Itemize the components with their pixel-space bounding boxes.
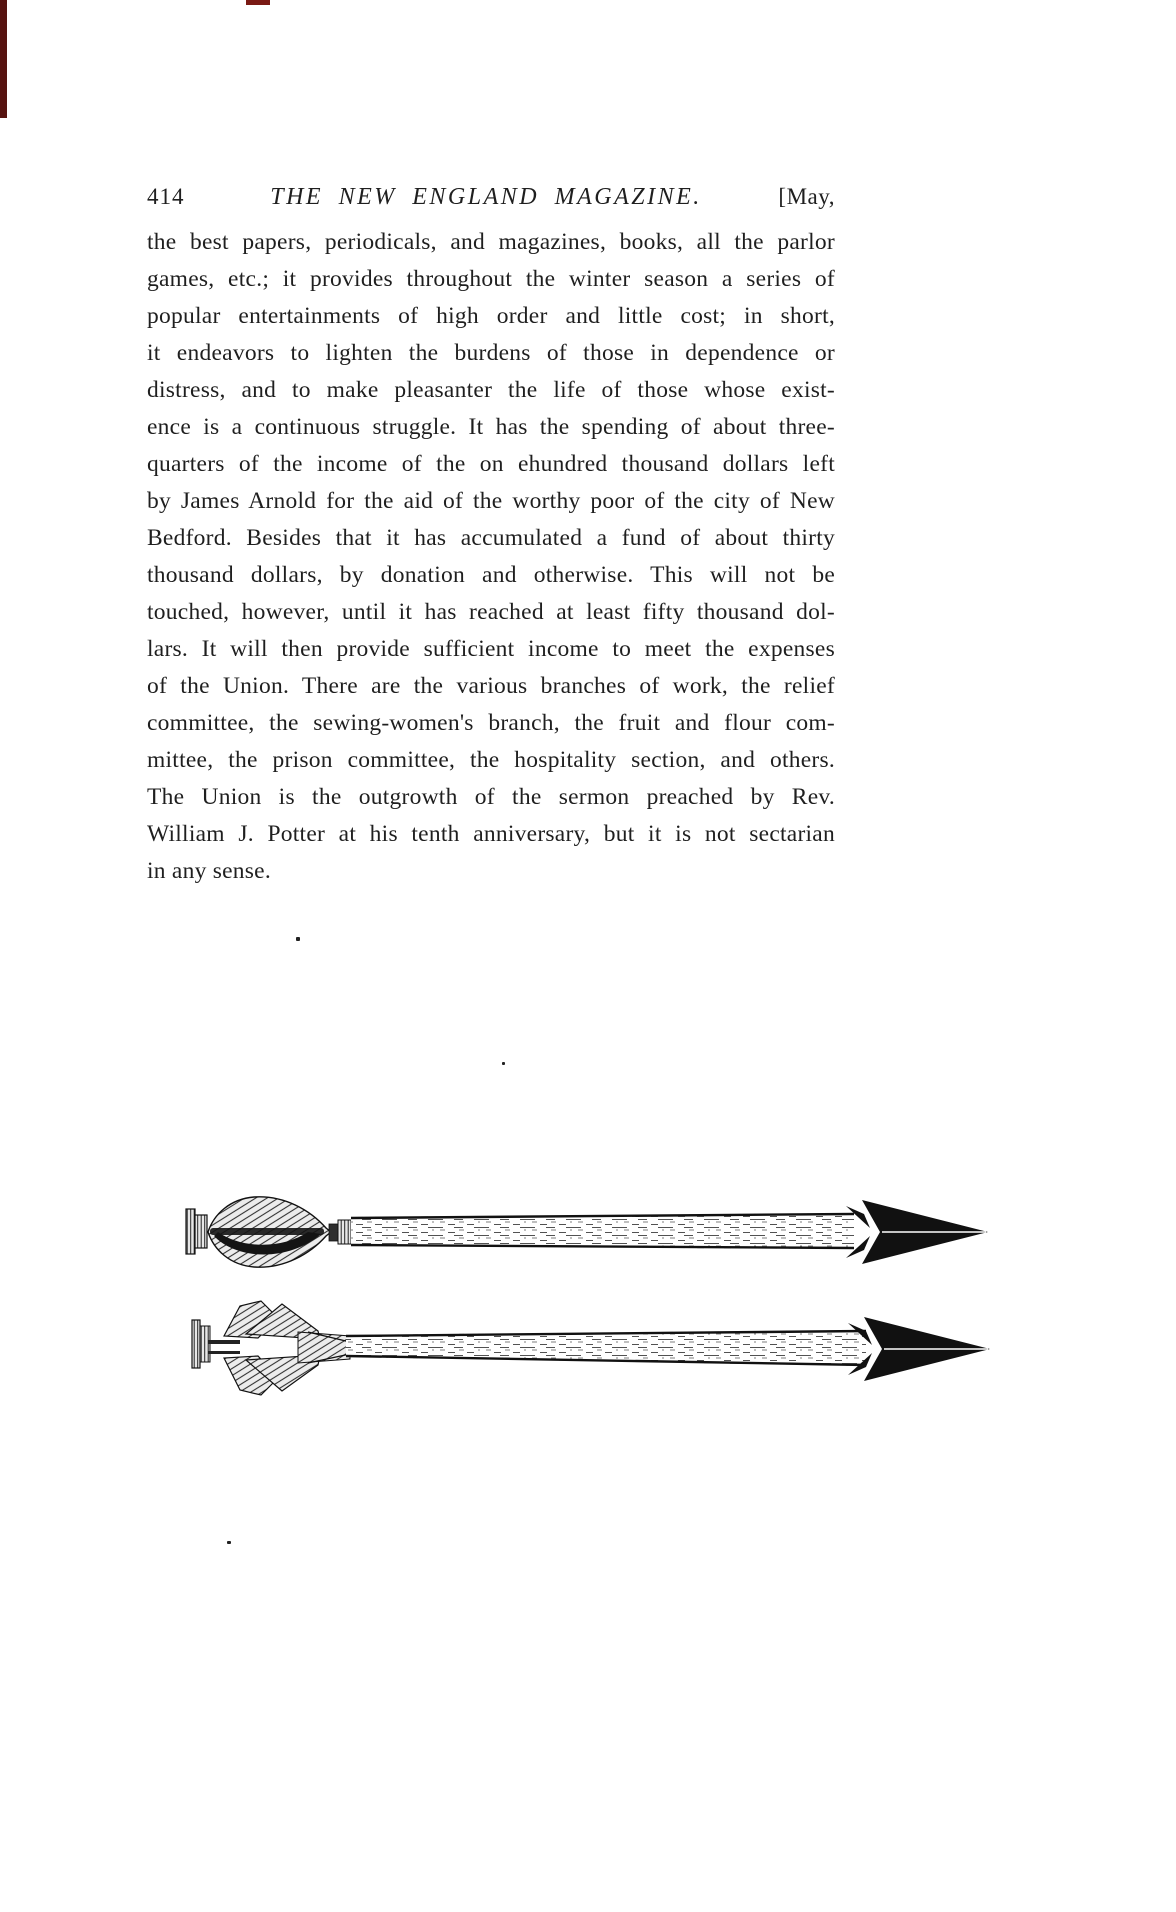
- magazine-title: THE NEW ENGLAND MAGAZINE.: [270, 184, 702, 210]
- text-line: distress, and to make pleasanter the life of those whose exist-: [147, 377, 835, 403]
- issue-label: [May,: [778, 184, 835, 209]
- arrow-illustrations-plate: [158, 1186, 1008, 1416]
- text-line: lars. It will then provide sufficient income to meet the expenses: [147, 636, 835, 662]
- text-line: quarters of the income of the on ehundred thousand dollars left: [147, 451, 835, 477]
- text-line: thousand dollars, by donation and otherwise. This will not be: [147, 562, 835, 588]
- text-line: mittee, the prison committee, the hospitality section, and others.: [147, 747, 835, 773]
- text-line: touched, however, until it has reached at least fifty thousand dol-: [147, 599, 835, 625]
- running-head: [147, 184, 835, 211]
- ink-speck: [296, 937, 300, 941]
- bomb-lance-arrow-illustration: [186, 1197, 988, 1267]
- scan-edge-artifact-left: [0, 0, 7, 118]
- feathered-harpoon-arrow-illustration: [192, 1301, 990, 1395]
- text-line: William J. Potter at his tenth anniversary, but it is not sectarian: [147, 821, 835, 847]
- ink-speck: [502, 1062, 505, 1065]
- page-number: 414: [147, 184, 185, 209]
- scan-edge-artifact-top: [246, 0, 270, 5]
- text-line: committee, the sewing-women's branch, the fruit and flour com-: [147, 710, 835, 736]
- text-line: ence is a continuous struggle. It has the spending of about three-: [147, 414, 835, 440]
- text-line: the best papers, periodicals, and magazines, books, all the parlor: [147, 229, 835, 255]
- article-paragraph: [147, 224, 835, 890]
- text-line: The Union is the outgrowth of the sermon preached by Rev.: [147, 784, 835, 810]
- text-line: Bedford. Besides that it has accumulated a fund of about thirty: [147, 525, 835, 551]
- text-line: of the Union. There are the various branches of work, the relief: [147, 673, 835, 699]
- text-line: popular entertainments of high order and little cost; in short,: [147, 303, 835, 329]
- ink-speck: [227, 1541, 231, 1544]
- text-line: by James Arnold for the aid of the worthy poor of the city of New: [147, 488, 835, 514]
- text-line: it endeavors to lighten the burdens of those in dependence or: [147, 340, 835, 366]
- text-line: games, etc.; it provides throughout the winter season a series of: [147, 266, 835, 292]
- text-line: in any sense.: [147, 858, 271, 884]
